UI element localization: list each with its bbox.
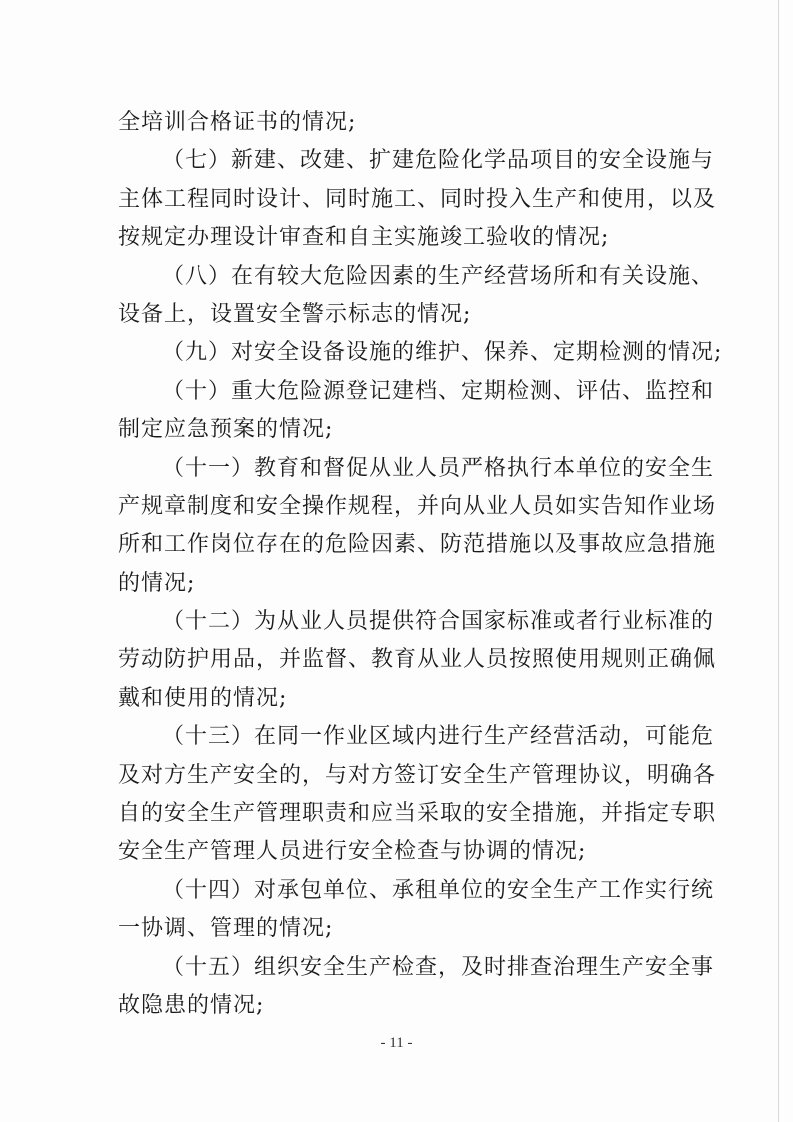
text-line: （十三）在同一作业区域内进行生产经营活动，可能危 (162, 724, 715, 750)
text-line: （九）对安全设备设施的维护、保养、定期检测的情况; (162, 340, 723, 366)
text-line: （八）在有较大危险因素的生产经营场所和有关设施、 (162, 263, 715, 289)
text-line: 戴和使用的情况; (118, 685, 288, 711)
text-line: 按规定办理设计审查和自主实施竣工验收的情况; (118, 225, 610, 251)
text-line: 安全生产管理人员进行安全检查与协调的情况; (118, 839, 587, 865)
text-line: （十五）组织安全生产检查，及时排查治理生产安全事 (162, 954, 715, 980)
text-line: 一协调、管理的情况; (118, 916, 334, 942)
page-edge-line (778, 0, 779, 1122)
text-line: （十四）对承包单位、承租单位的安全生产工作实行统 (162, 877, 715, 903)
text-line: 设备上，设置安全警示标志的情况; (118, 301, 472, 327)
text-line: （七）新建、改建、扩建危险化学品项目的安全设施与 (162, 148, 715, 174)
text-line: 自的安全生产管理职责和应当采取的安全措施，并指定专职 (118, 801, 717, 827)
text-line: 所和工作岗位存在的危险因素、防范措施以及事故应急措施 (118, 532, 717, 558)
text-line: （十）重大危险源登记建档、定期检测、评估、监控和 (162, 378, 715, 404)
text-line: （十二）为从业人员提供符合国家标准或者行业标准的 (162, 609, 715, 635)
text-line: 主体工程同时设计、同时施工、同时投入生产和使用，以及 (118, 186, 717, 212)
text-line: 劳动防护用品，并监督、教育从业人员按照使用规则正确佩 (118, 647, 717, 673)
body-text (118, 104, 723, 1025)
text-line: 故隐患的情况; (118, 992, 265, 1018)
page-number: - 11 - (380, 1035, 413, 1051)
text-line: （十一）教育和督促从业人员严格执行本单位的安全生 (162, 455, 715, 481)
text-line: 制定应急预案的情况; (118, 417, 334, 443)
text-line: 全培训合格证书的情况; (118, 110, 357, 135)
text-line: 及对方生产安全的，与对方签订安全生产管理协议，明确各 (118, 762, 717, 788)
text-line: 的情况; (118, 570, 196, 596)
text-line: 产规章制度和安全操作规程，并向从业人员如实告知作业场 (118, 493, 717, 519)
